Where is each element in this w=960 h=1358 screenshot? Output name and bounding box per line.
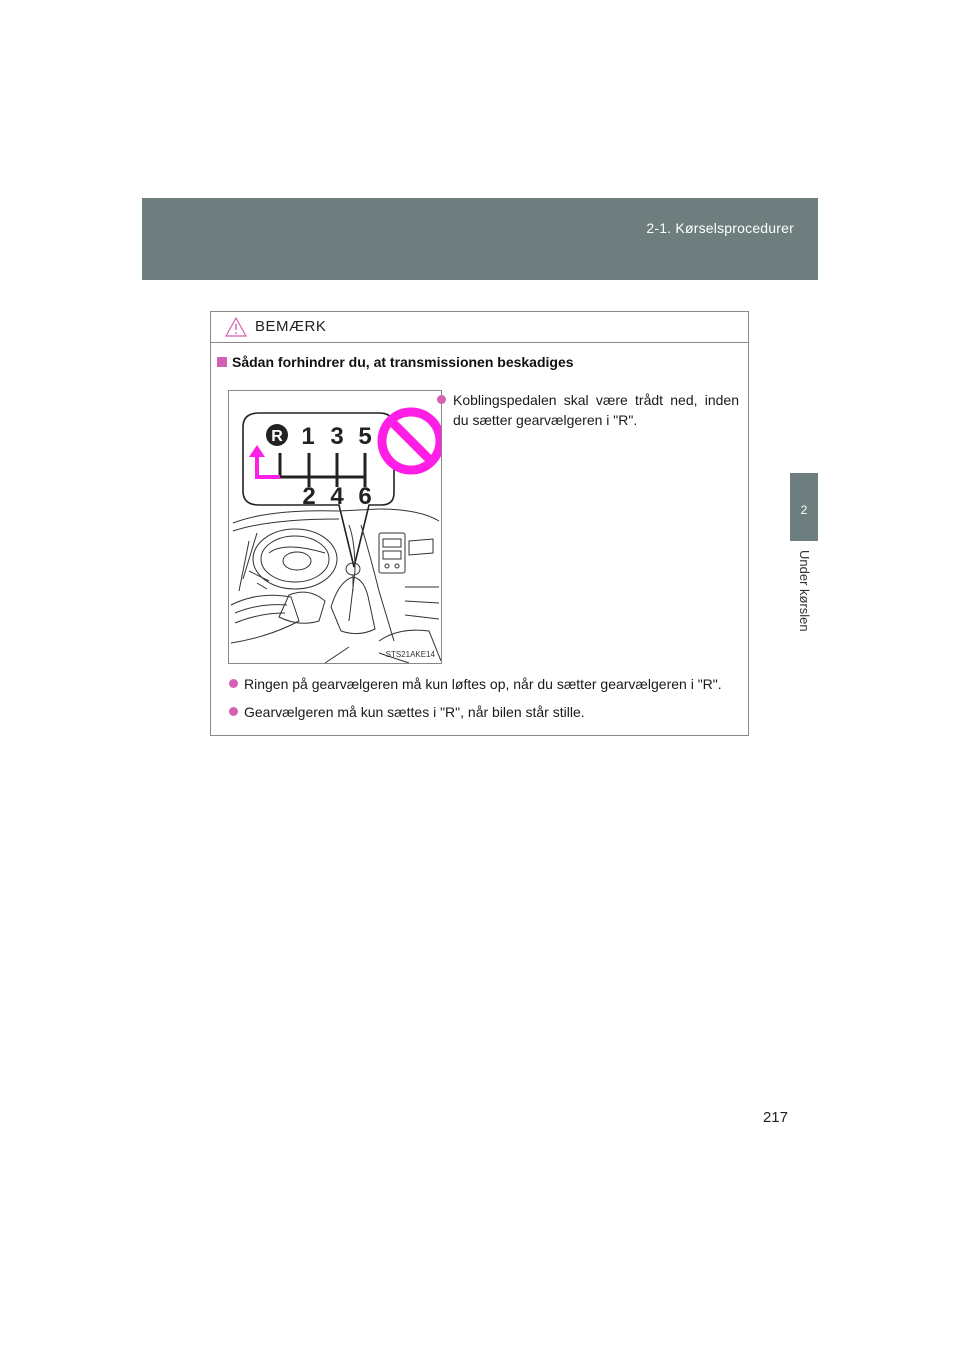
bullet-standstill-text: Gearvælgeren må kun sættes i "R", når bilen står stille.	[244, 704, 585, 720]
chapter-tab	[790, 473, 818, 541]
notice-box	[210, 311, 749, 736]
chapter-label: Under kørslen	[797, 550, 812, 632]
gear-3-label: 3	[330, 423, 344, 450]
notice-header	[211, 312, 748, 343]
bullet-ring	[229, 676, 722, 692]
bullet-ring-text: Ringen på gearvælgeren må kun løftes op, når du sætter gearvælgeren i "R".	[244, 676, 722, 692]
illustration-drawing	[229, 391, 442, 664]
bullet-dot-icon	[229, 707, 238, 716]
bullet-dot-icon	[229, 679, 238, 688]
chapter-label-wrap	[790, 548, 818, 648]
gear-4-label: 4	[330, 483, 344, 510]
section-title: 2-1. Kørselsprocedurer	[646, 220, 794, 236]
subheading-text: Sådan forhindrer du, at transmissionen beskadiges	[232, 354, 574, 370]
page-number: 217	[762, 1109, 788, 1126]
warning-triangle-icon	[225, 317, 247, 337]
bullet-clutch	[437, 390, 739, 430]
gear-shift-illustration	[228, 390, 442, 664]
gear-6-label: 6	[358, 483, 372, 510]
notice-label: BEMÆRK	[255, 318, 327, 335]
bullet-dot-icon	[437, 395, 446, 404]
gear-r-label: R	[271, 428, 283, 445]
gear-5-label: 5	[358, 423, 372, 450]
notice-subheading	[217, 354, 574, 370]
gear-1-label: 1	[301, 423, 315, 450]
illustration-code: STS21AKE14	[385, 650, 435, 659]
chapter-number: 2	[800, 503, 808, 517]
gear-2-label: 2	[302, 483, 316, 510]
bullet-standstill	[229, 704, 585, 720]
header-band	[142, 198, 818, 280]
square-bullet-icon	[217, 357, 227, 367]
bullet-clutch-text: Koblingspedalen skal være trådt ned, inden du sætter gearvælgeren i "R".	[453, 392, 739, 428]
